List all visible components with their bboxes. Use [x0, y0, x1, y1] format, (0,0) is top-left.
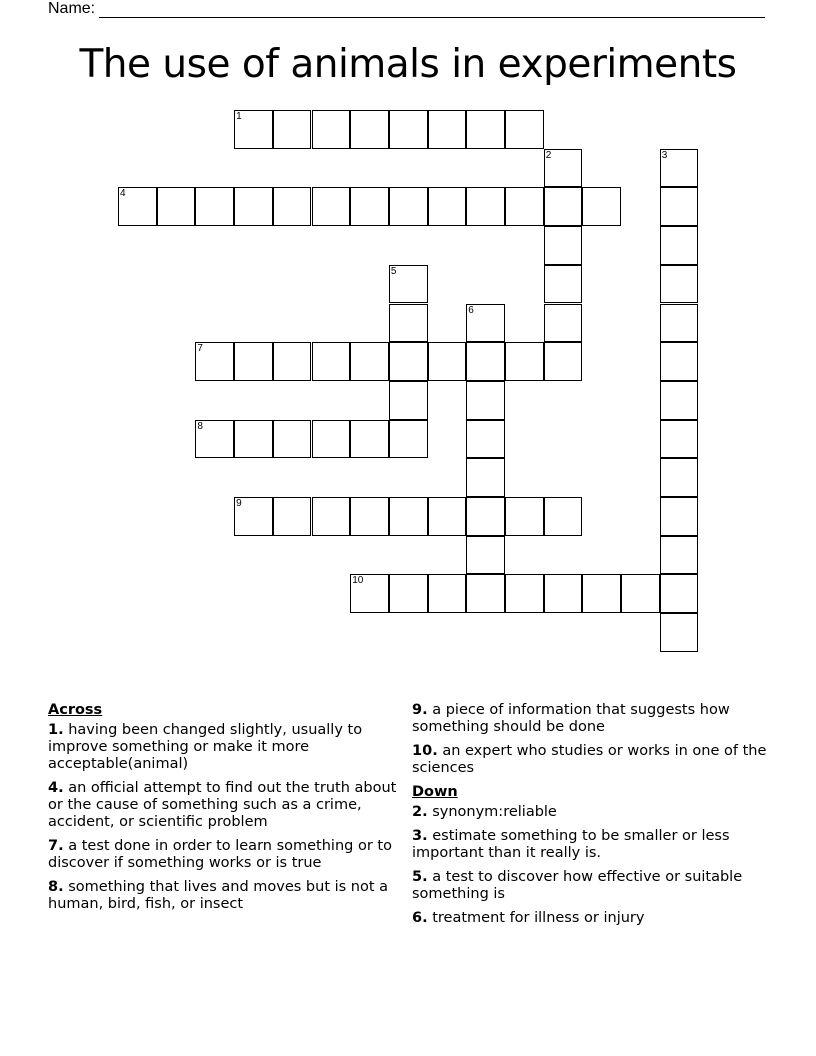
grid-cell[interactable] [389, 574, 428, 613]
grid-cell[interactable] [544, 574, 583, 613]
grid-cell[interactable] [428, 342, 467, 381]
grid-cell[interactable] [544, 265, 583, 304]
grid-cell[interactable] [505, 574, 544, 613]
grid-cell[interactable] [273, 420, 312, 459]
grid-cell[interactable] [273, 497, 312, 536]
clue-down-6: 6. treatment for illness or injury [412, 910, 645, 926]
grid-cell[interactable] [466, 497, 505, 536]
clue-number: 6 [468, 304, 474, 316]
clue-number: 3 [661, 149, 668, 161]
clue-across-4: 4. an official attempt to find out the truth about or the cause of something such as a crime, accident, or scientific problem [48, 780, 397, 830]
grid-cell[interactable] [273, 187, 312, 226]
clues-right-column [412, 702, 772, 934]
grid-cell[interactable] [389, 497, 428, 536]
grid-cell[interactable] [312, 110, 351, 149]
grid-cell[interactable] [428, 110, 467, 149]
grid-cell[interactable] [660, 381, 699, 420]
grid-cell[interactable] [505, 342, 544, 381]
grid-cell[interactable] [660, 149, 699, 188]
grid-cell[interactable] [389, 342, 428, 381]
clue-number: 4 [120, 188, 126, 200]
grid-cell[interactable] [544, 342, 583, 381]
clue-number: 2 [545, 149, 552, 161]
grid-cell[interactable] [660, 226, 699, 265]
grid-cell[interactable] [234, 110, 273, 149]
grid-cell[interactable] [660, 304, 699, 343]
grid-cell[interactable] [660, 265, 699, 304]
grid-cell[interactable] [544, 149, 583, 188]
down-heading: Down [412, 784, 458, 800]
clue-number: 8 [197, 420, 203, 432]
grid-cell[interactable] [350, 110, 389, 149]
grid-cell[interactable] [234, 342, 273, 381]
grid-cell[interactable] [350, 342, 389, 381]
clue-across-8: 8. something that lives and moves but is not a human, bird, fish, or insect [48, 879, 389, 912]
clue-number: 5 [390, 265, 397, 277]
grid-cell[interactable] [544, 187, 583, 226]
grid-cell[interactable] [466, 574, 505, 613]
grid-cell[interactable] [350, 187, 389, 226]
clue-across-10: 10. an expert who studies or works in one of the sciences [412, 743, 767, 776]
grid-cell[interactable] [544, 226, 583, 265]
grid-cell[interactable] [118, 187, 157, 226]
grid-cell[interactable] [544, 497, 583, 536]
grid-cell[interactable] [195, 342, 234, 381]
grid-cell[interactable] [466, 342, 505, 381]
grid-cell[interactable] [466, 304, 505, 343]
grid-cell[interactable] [350, 574, 389, 613]
grid-cell[interactable] [350, 497, 389, 536]
grid-cell[interactable] [660, 342, 699, 381]
grid-cell[interactable] [660, 613, 699, 652]
grid-cell[interactable] [660, 187, 699, 226]
grid-cell[interactable] [466, 187, 505, 226]
clue-across-7: 7. a test done in order to learn something or to discover if something works or is true [48, 838, 392, 871]
grid-cell[interactable] [428, 187, 467, 226]
clue-number: 10 [352, 575, 364, 587]
grid-cell[interactable] [389, 420, 428, 459]
grid-cell[interactable] [234, 497, 273, 536]
grid-cell[interactable] [312, 187, 351, 226]
clue-across-1: 1. having been changed slightly, usually to improve something or make it more acceptable(animal) [48, 722, 363, 772]
name-line[interactable] [99, 3, 765, 18]
page-title: The use of animals in experiments [79, 42, 737, 87]
grid-cell[interactable] [157, 187, 196, 226]
grid-cell[interactable] [466, 381, 505, 420]
grid-cell[interactable] [660, 536, 699, 575]
grid-cell[interactable] [505, 497, 544, 536]
grid-cell[interactable] [660, 458, 699, 497]
grid-cell[interactable] [660, 420, 699, 459]
grid-cell[interactable] [505, 187, 544, 226]
clues-left-column [48, 702, 413, 920]
clue-number: 1 [236, 111, 242, 122]
grid-cell[interactable] [234, 420, 273, 459]
grid-cell[interactable] [195, 420, 234, 459]
grid-cell[interactable] [234, 187, 273, 226]
clue-across-9: 9. a piece of information that suggests how something should be done [412, 702, 730, 735]
clue-down-2: 2. synonym:reliable [412, 804, 557, 820]
grid-cell[interactable] [312, 342, 351, 381]
grid-cell[interactable] [389, 381, 428, 420]
grid-cell[interactable] [544, 304, 583, 343]
grid-cell[interactable] [466, 458, 505, 497]
grid-cell[interactable] [660, 574, 699, 613]
grid-cell[interactable] [621, 574, 660, 613]
grid-cell[interactable] [505, 110, 544, 149]
name-field[interactable] [48, 0, 765, 18]
grid-cell[interactable] [428, 574, 467, 613]
clue-down-3: 3. estimate something to be smaller or less important than it really is. [412, 828, 730, 861]
name-label: Name: [48, 0, 96, 17]
grid-cell[interactable] [582, 574, 621, 613]
grid-cell[interactable] [582, 187, 621, 226]
grid-cell[interactable] [312, 497, 351, 536]
grid-cell[interactable] [660, 497, 699, 536]
grid-cell[interactable] [389, 265, 428, 304]
grid-cell[interactable] [466, 420, 505, 459]
across-heading: Across [48, 702, 103, 718]
grid-cell[interactable] [273, 342, 312, 381]
grid-cell[interactable] [273, 110, 312, 149]
grid-cell[interactable] [195, 187, 234, 226]
grid-cell[interactable] [350, 420, 389, 459]
grid-cell[interactable] [389, 187, 428, 226]
grid-cell[interactable] [312, 420, 351, 459]
grid-cell[interactable] [428, 497, 467, 536]
clue-number: 9 [236, 498, 242, 509]
clue-down-5: 5. a test to discover how effective or suitable something is [412, 869, 743, 902]
grid-cell[interactable] [389, 110, 428, 149]
grid-cell[interactable] [466, 536, 505, 575]
grid-cell[interactable] [466, 110, 505, 149]
clue-number: 7 [197, 343, 203, 355]
grid-cell[interactable] [389, 304, 428, 343]
